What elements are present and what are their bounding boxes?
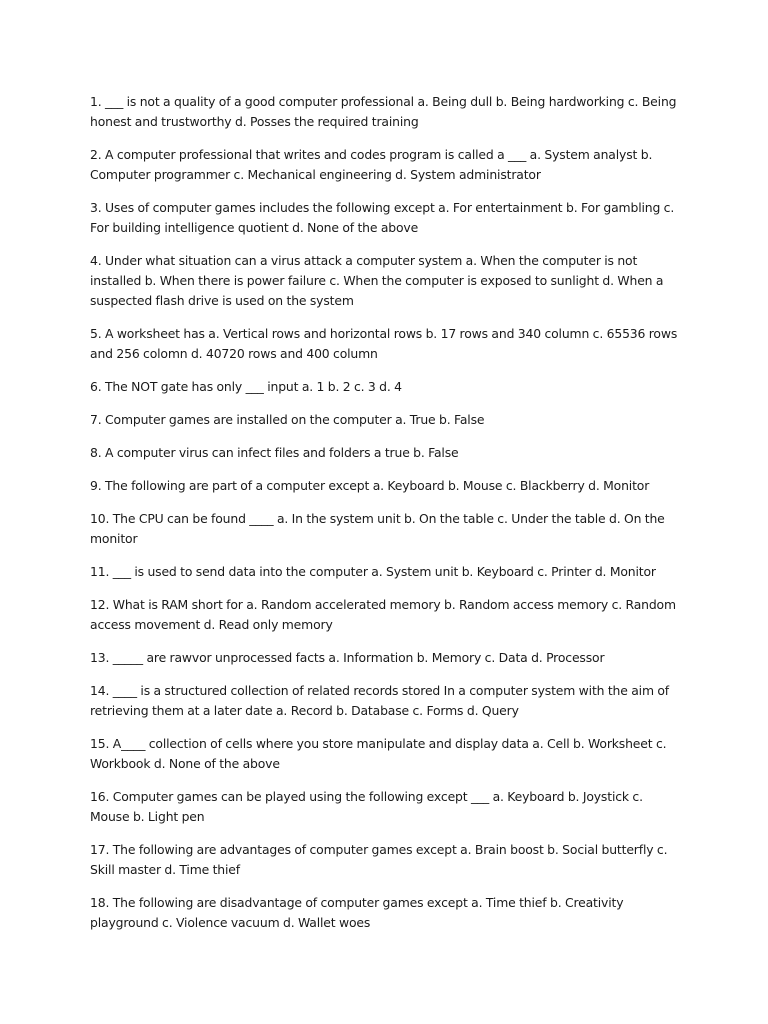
question-item: 16. Computer games can be played using the following except ___ a. Keyboard b. Joystick c. Mouse b. Light pen [90, 789, 643, 824]
question-item: 14. ____ is a structured collection of related records stored In a computer system with the aim of retrieving them at a later date a. Record b. Database c. Forms d. Query [90, 683, 670, 718]
question-item: 7. Computer games are installed on the computer a. True b. False [90, 412, 485, 427]
question-item: 10. The CPU can be found ____ a. In the system unit b. On the table c. Under the table d. On the monitor [90, 511, 665, 546]
question-item: 8. A computer virus can infect files and folders a true b. False [90, 445, 459, 460]
question-item: 6. The NOT gate has only ___ input a. 1 b. 2 c. 3 d. 4 [90, 379, 402, 394]
question-item: 17. The following are advantages of computer games except a. Brain boost b. Social butterfly c. Skill master d. Time thief [90, 842, 668, 877]
question-item: 3. Uses of computer games includes the following except a. For entertainment b. For gambling c. For building intelligence quotient d. None of the above [90, 200, 675, 235]
question-item: 12. What is RAM short for a. Random accelerated memory b. Random access memory c. Random access movement d. Read only memory [90, 597, 676, 632]
question-item: 13. _____ are rawvor unprocessed facts a. Information b. Memory c. Data d. Processor [90, 650, 605, 665]
question-item: 2. A computer professional that writes and codes program is called a ___ a. System analyst b. Computer programmer c. Mechanical engineering d. System administrator [90, 147, 653, 182]
question-item: 15. A____ collection of cells where you store manipulate and display data a. Cell b. Worksheet c. Workbook d. None of the above [90, 736, 667, 771]
question-item: 1. ___ is not a quality of a good computer professional a. Being dull b. Being hardworking c. Being honest and trustworthy d. Posses the required training [90, 94, 677, 129]
question-item: 9. The following are part of a computer except a. Keyboard b. Mouse c. Blackberry d. Monitor [90, 478, 650, 493]
question-item: 5. A worksheet has a. Vertical rows and horizontal rows b. 17 rows and 340 column c. 65536 rows and 256 colomn d. 40720 rows and 400 column [90, 326, 678, 361]
question-item: 11. ___ is used to send data into the computer a. System unit b. Keyboard c. Printer d. Monitor [90, 564, 656, 579]
question-item: 18. The following are disadvantage of computer games except a. Time thief b. Creativity playground c. Violence vacuum d. Wallet woes [90, 895, 624, 930]
question-list [90, 92, 685, 946]
question-item: 4. Under what situation can a virus attack a computer system a. When the computer is not installed b. When there is power failure c. When the computer is exposed to sunlight d. When a suspected flash drive is used on the system [90, 253, 664, 308]
